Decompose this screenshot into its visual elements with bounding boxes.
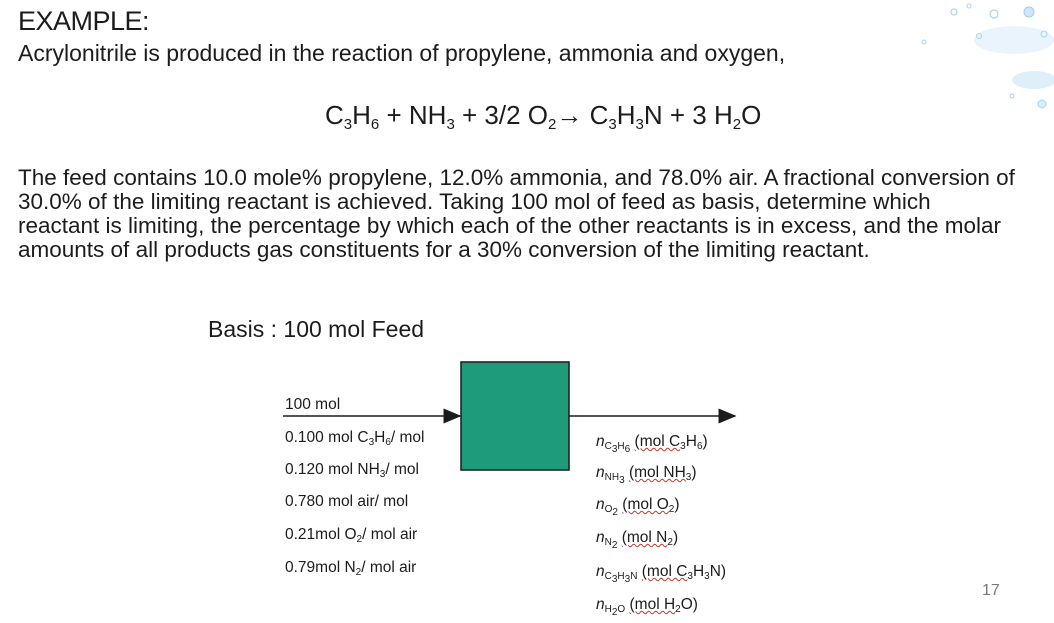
product-propylene-label: $n_{C_3H_6}$ (mol $C_3H_6$) [596,433,708,455]
plus-sign: + 3 [662,100,714,130]
feed-total-label: 100 mol [285,396,341,413]
product-water-label: $n_{H_2O}$ (mol $H_2O$) [596,596,698,618]
problem-statement: The feed contains 10.0 mole% propylene, 12.0% ammonia, and 78.0% air. A fractional conversion of 30.0% of the limiting reactant is achieved. Taking 100 mol of feed as basis, determine which reactant is limiting, the percentage by which each of the other reactants is in excess, and the molar amounts of all products gas constituents for a 30% conversion of the limiting reactant. [18,165,1015,262]
page-number: 17 [982,582,1000,599]
ammonia-formula: $NH_3$ [408,100,455,133]
feed-nitrogen-label: 0.79mol $N_2/$ mol air [285,559,417,578]
basis-label: Basis : 100 mol Feed [208,316,425,342]
reactor-box [461,362,569,470]
feed-oxygen-label: 0.21mol $O_2/$ mol air [285,526,418,545]
feed-propylene-label: 0.100 mol $C_3H_6/$ mol [285,429,425,448]
product-oxygen-label: $n_{O_2}$ (mol $O_2$) [596,496,680,518]
plus-sign: + [379,100,409,130]
feed-ammonia-label: 0.120 mol $NH_3/$ mol [285,461,419,480]
reaction-equation [325,100,761,133]
acrylonitrile-formula: $C_3H_3N$ [589,100,663,133]
product-ammonia-label: $n_{NH_3}$ (mol $NH_3$) [596,464,697,486]
slide-heading: EXAMPLE: [18,6,150,36]
product-nitrogen-label: $n_{N_2}$ (mol $N_2$) [596,529,679,551]
water-formula: $H_2O$ [713,100,762,133]
plus-sign: + 3/2 [454,100,528,130]
intro-text: Acrylonitrile is produced in the reaction of propylene, ammonia and oxygen, [18,40,786,66]
oxygen-formula: $O_2$ [527,100,557,133]
product-acrylonitrile-label: $n_{C_3H_3N}$ (mol $C_3H_3N$) [596,563,727,585]
feed-air-label: 0.780 mol air/ mol [285,493,409,510]
reaction-arrow: → [556,100,590,130]
propylene-formula: $C_3H_6$ [325,100,380,133]
water-droplet-decoration [894,0,1054,140]
